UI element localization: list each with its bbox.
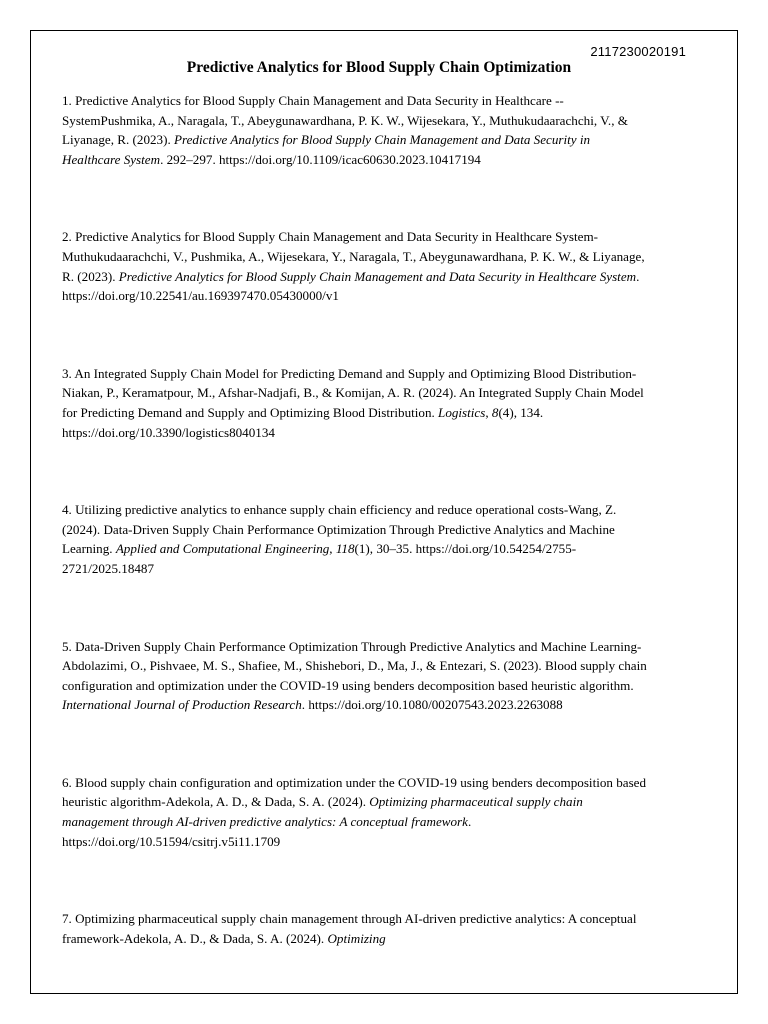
- document-id: 2117230020191: [590, 44, 686, 59]
- page-title: Predictive Analytics for Blood Supply Chain Optimization: [186, 59, 572, 76]
- reference-list: [62, 91, 650, 1006]
- reference-item: 7. Optimizing pharmaceutical supply chain management through AI-driven predictive analytics: A conceptual framework-Adekola, A. D., & Dada, S. A. (2024). Optimizing: [62, 911, 637, 946]
- reference-item: 3. An Integrated Supply Chain Model for Predicting Demand and Supply and Optimizing Blood Distribution-Niakan, P., Keramatpour, M., Afshar-Nadjafi, B., & Komijan, A. R. (2024). An Integrated Supply Chain Model for Predicting Demand and Supply and Optimizing Blood Distribution. Logistics, 8(4), 134. https://doi.org/10.3390/logistics8040134: [62, 365, 644, 440]
- reference-item: 5. Data-Driven Supply Chain Performance Optimization Through Predictive Analytics and Machine Learning-Abdolazimi, O., Pishvaee, M. S., Shafiee, M., Shishebori, D., Ma, J., & Entezari, S. (2023). Blood supply chain configuration and optimization under the COVID-19 using benders decomposition based heuristic algorithm. International Journal of Production Research. https://doi.org/10.1080/00207543.2023.2263088: [62, 638, 647, 713]
- reference-item: 6. Blood supply chain configuration and optimization under the COVID-19 using benders decomposition based heuristic algorithm-Adekola, A. D., & Dada, S. A. (2024). Optimizing pharmaceutical supply chain management through AI-driven predictive analytics: A conceptual framework. https://doi.org/10.51594/csitrj.v5i11.1709: [62, 774, 647, 849]
- reference-item: 2. Predictive Analytics for Blood Supply Chain Management and Data Security in Healthcare System-Muthukudaarachchi, V., Pushmika, A., Wijesekara, Y., Naragala, T., Abeygunawardhana, P. K. W., & Liyanage, R. (2023). Predictive Analytics for Blood Supply Chain Management and Data Security in Healthcare System. https://doi.org/10.22541/au.169397470.05430000/v1: [62, 229, 645, 304]
- reference-item: 1. Predictive Analytics for Blood Supply Chain Management and Data Security in Healthcare --SystemPushmika, A., Naragala, T., Abeygunawardhana, P. K. W., Wijesekara, Y., Muthukudaarachchi, V., & Liyanage, R. (2023). Predictive Analytics for Blood Supply Chain Management and Data Security in Healthcare System. 292–297. https://doi.org/10.1109/icac60630.2023.10417194: [62, 93, 628, 167]
- reference-item: 4. Utilizing predictive analytics to enhance supply chain efficiency and reduce operational costs-Wang, Z. (2024). Data-Driven Supply Chain Performance Optimization Through Predictive Analytics and Machine Learning. Applied and Computational Engineering, 118(1), 30–35. https://doi.org/10.54254/2755-2721/2025.18487: [62, 502, 617, 576]
